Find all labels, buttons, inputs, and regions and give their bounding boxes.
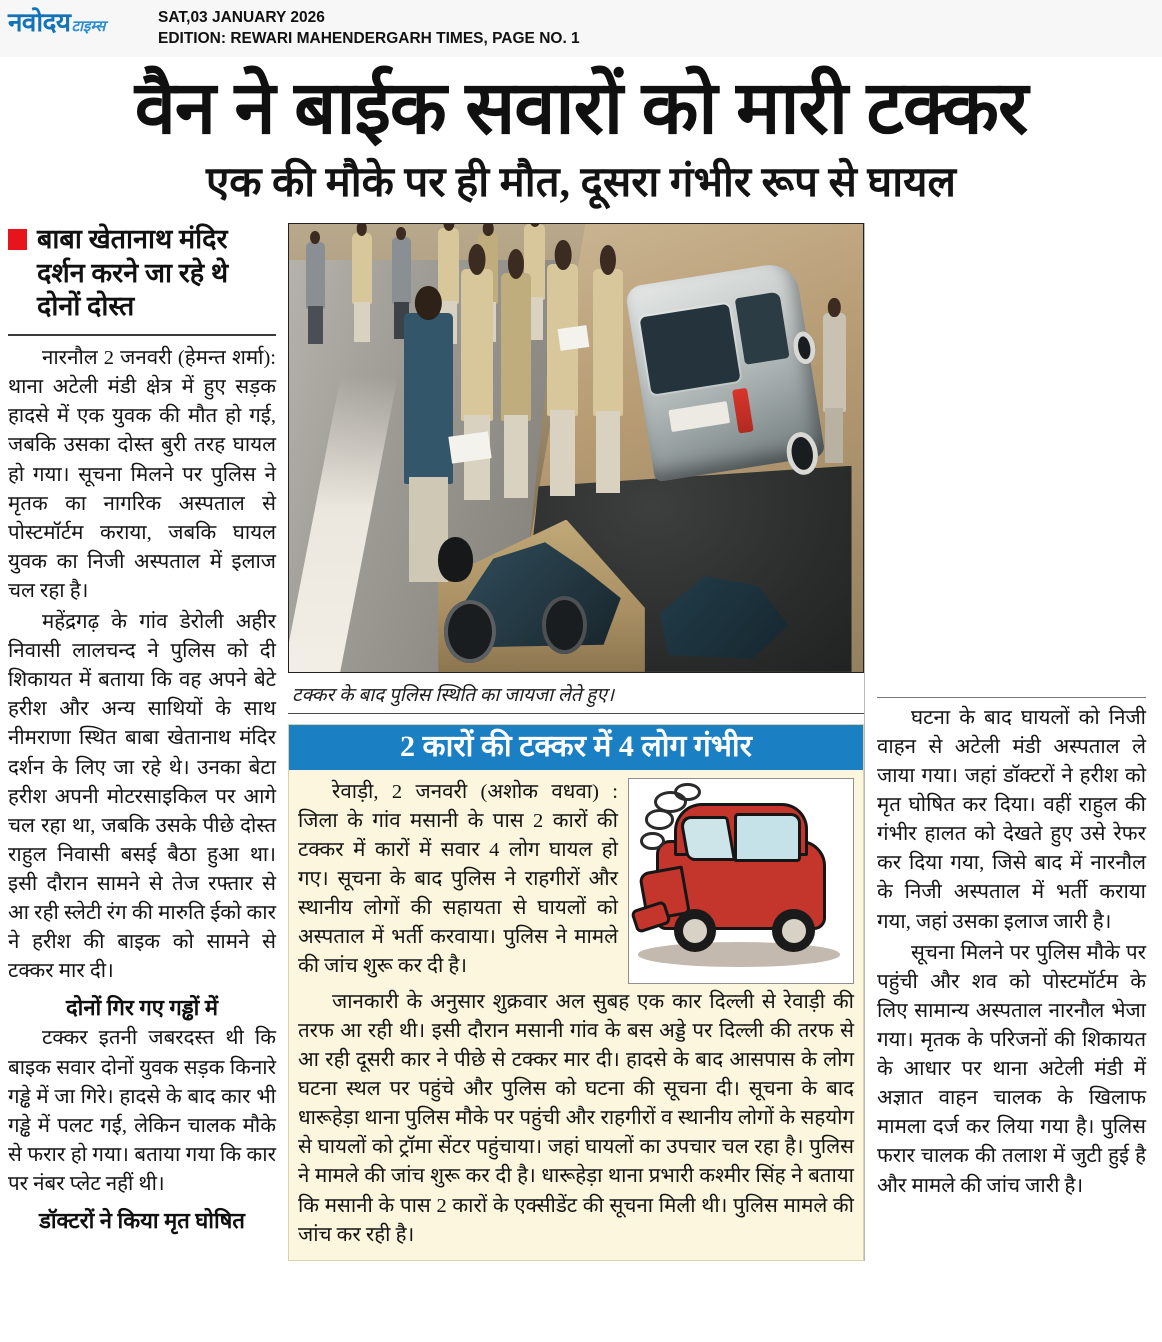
car-ground-shadow xyxy=(638,942,840,966)
kicker-divider xyxy=(8,334,276,336)
document-paper xyxy=(557,325,589,351)
bystander-figure xyxy=(306,242,324,309)
policeman-figure xyxy=(438,228,459,304)
policeman-figure xyxy=(501,273,531,421)
left-paragraph-3: टक्कर इतनी जबरदस्त थी कि बाइक सवार दोनों युवक सड़क किनारे गड्ढे में जा गिरे। हादसे के बाद कार भी गड्ढे में पलट गई, लेकिन चालक मौके से फरार हो गया। बताया गया कि कार पर नंबर प्लेट नहीं थी। xyxy=(8,1027,276,1196)
secondary-top-row xyxy=(298,778,854,984)
van-side-window xyxy=(735,291,790,364)
center-column xyxy=(288,223,864,1261)
policeman-figure xyxy=(593,269,623,417)
secondary-text-column xyxy=(298,778,618,984)
legs-shape xyxy=(354,302,370,342)
head-shape xyxy=(828,298,840,318)
policeman-figure xyxy=(461,269,493,421)
legs-shape xyxy=(596,411,620,494)
edition-info xyxy=(158,6,580,50)
photo-caption: टक्कर के बाद पुलिस स्थिति का जायजा लेते हुए। xyxy=(292,684,615,706)
head-shape xyxy=(554,240,571,270)
headline-block xyxy=(0,58,1162,207)
head-shape xyxy=(415,286,441,320)
legs-shape xyxy=(308,306,323,344)
motorcycle-wheel xyxy=(542,596,588,654)
van-number-plate xyxy=(669,401,730,432)
bystander-figure xyxy=(392,237,410,304)
head-shape xyxy=(600,245,616,275)
red-square-bullet-icon xyxy=(8,229,27,250)
right-column-divider xyxy=(877,697,1146,698)
smoke-puff-icon xyxy=(674,783,701,801)
van-tail-light xyxy=(732,388,754,433)
motorcycle-wheel xyxy=(444,600,496,663)
edition-page-line: EDITION: REWARI MAHENDERGARH TIMES, PAGE NO. 1 xyxy=(158,29,580,47)
head-shape xyxy=(483,223,494,236)
secondary-paragraph-1: रेवाड़ी, 2 जनवरी (अशोक वधवा) : जिला के गांव मसानी के पास 2 कारों की टक्कर में कारों में सवार 4 लोग घायल हो गए। सूचना के बाद पुलिस ने राहगीरों और स्थानीय लोगों की सहायता से घायलों को अस्पताल में भर्ती करवाया। पुलिस ने मामले की जांच शुरू कर दी है। xyxy=(298,780,618,978)
car-rear-wheel xyxy=(772,909,815,952)
masthead xyxy=(0,0,1162,58)
left-paragraph-2: महेंद्रगढ़ के गांव डेरोली अहीर निवासी लालचन्द ने पुलिस को दी शिकायत में बताया कि वह अपने बेटे हरीश और अन्य साथियों के साथ नीमराणा स्थित बाबा खेतानाथ मंदिर दर्शन के लिए जा रहे थे। उनका बेटा हरीश अपनी मोटरसाइकिल पर आगे चल रहा था, जबकि उसके पीछे दोस्त राहुल निवासी बसई बैठा हुआ था। इसी दौरान सामने से तेज रफ्तार से आ रही स्लेटी रंग की मारुति ईको कार ने हरीश की बाइक को सामने से टक्कर मार दी। xyxy=(8,611,276,983)
kicker-block xyxy=(8,223,276,324)
legs-shape xyxy=(504,415,528,498)
logo-secondary-text: टाइम्स xyxy=(71,18,106,35)
head-shape xyxy=(508,249,524,279)
head-shape xyxy=(443,223,454,232)
left-subheading-1: दोनों गिर गए गड्ढों में xyxy=(65,995,219,1021)
crashed-car-illustration xyxy=(628,778,854,984)
left-subheading-2: डॉक्टरों ने किया मृत घोषित xyxy=(39,1208,245,1234)
article-body xyxy=(0,207,1162,1261)
smoke-puff-icon xyxy=(640,832,665,850)
head-shape xyxy=(397,227,407,240)
accident-scene-photo xyxy=(288,223,864,673)
newspaper-logo[interactable] xyxy=(8,6,158,35)
secondary-story-banner: 2 कारों की टक्कर में 4 लोग गंभीर xyxy=(289,725,863,770)
van-rear-window xyxy=(640,303,741,395)
caption-divider xyxy=(288,713,864,714)
policeman-figure xyxy=(352,233,372,305)
helmet-on-ground xyxy=(438,537,472,582)
sub-headline: एक की मौके पर ही मौत, दूसरा गंभीर रूप से घायल xyxy=(206,159,956,206)
bystander-figure xyxy=(823,313,846,412)
car-windshield xyxy=(679,816,736,861)
kicker-headline: बाबा खेतानाथ मंदिर दर्शन करने जा रहे थे दोनों दोस्त xyxy=(37,223,229,322)
main-headline: वैन ने बाईक सवारों को मारी टक्कर xyxy=(134,66,1028,149)
left-column xyxy=(8,223,288,1261)
secondary-story xyxy=(288,724,864,1261)
logo-primary-text: नवोदय xyxy=(8,7,71,37)
head-shape xyxy=(468,244,485,274)
right-column xyxy=(864,223,1146,1261)
right-paragraph-1: घटना के बाद घायलों को निजी वाहन से अटेली मंडी अस्पताल ले जाया गया। जहां डॉक्टरों ने हरीश को मृत घोषित कर दिया। वहीं राहुल की गंभीर हालत को देखते हुए उसे रेफर कर दिया गया, जिसे बाद में नारनौल के निजी अस्पताल में भर्ती कराया गया, जहां उसका इलाज जारी है। xyxy=(877,706,1146,933)
secondary-story-body xyxy=(289,770,863,1260)
legs-shape xyxy=(825,408,843,463)
right-column-spacer xyxy=(877,223,1146,689)
head-shape xyxy=(310,231,320,244)
right-paragraph-2: सूचना मिलने पर पुलिस मौके पर पहुंची और शव को पोस्टमॉर्टम के लिए सामान्य अस्पताल नारनौल भेजा गया। मृतक के परिजनों की शिकायत के आधार पर थाना अटेली मंडी में अज्ञात वाहन चालक के खिलाफ मामला दर्ज कर लिया गया है। पुलिस फरार चालक की तलाश में जुटी हुई है और मामले की जांच जारी है। xyxy=(877,941,1146,1197)
secondary-paragraph-2: जानकारी के अनुसार शुक्रवार अल सुबह एक कार दिल्ली से रेवाड़ी की तरफ आ रही थी। इसी दौरान मसानी गांव के बस अड्डे पर दिल्ली की तरफ से आ रही दूसरी कार ने पीछे से टक्कर मार दी। हादसे के बाद आसपास के लोग घटना स्थल पर पहुंचे और पुलिस को घटना की सूचना दी। सूचना के बाद धारूहेड़ा थाना पुलिस मौके पर पहुंची और राहगीरों व स्थानीय लोगों के सहयोग से घायलों को ट्रॉमा सेंटर पहुंचाया। जहां घायलों का उपचार चल रहा है। पुलिस ने मामले की जांच शुरू कर दी है। धारूहेड़ा थाना प्रभारी कश्मीर सिंह ने बताया कि मसानी के पास 2 कारों के एक्सीडेंट की सूचना मिली थी। पुलिस मामले की जांच कर रही है। xyxy=(298,990,854,1246)
car-side-window xyxy=(734,813,801,862)
legs-shape xyxy=(550,410,575,495)
publication-date: SAT,03 JANUARY 2026 xyxy=(158,9,325,26)
investigator-figure xyxy=(404,313,453,483)
smoke-puff-icon xyxy=(645,809,674,829)
head-shape xyxy=(529,223,540,227)
left-paragraph-1: नारनौल 2 जनवरी (हेमन्त शर्मा): थाना अटेली मंडी क्षेत्र में हुए सड़क हादसे में एक युवक की मौत हो गई, जबकि उसका दोस्त बुरी तरह घायल हो गया। सूचना मिलने पर पुलिस ने मृतक का नागरिक अस्पताल से पोस्टमॉर्टम कराया, जबकि घायल युवक का निजी अस्पताल में इलाज चल रहा है। xyxy=(8,347,276,602)
crashed-van xyxy=(625,261,826,483)
head-shape xyxy=(357,223,368,236)
